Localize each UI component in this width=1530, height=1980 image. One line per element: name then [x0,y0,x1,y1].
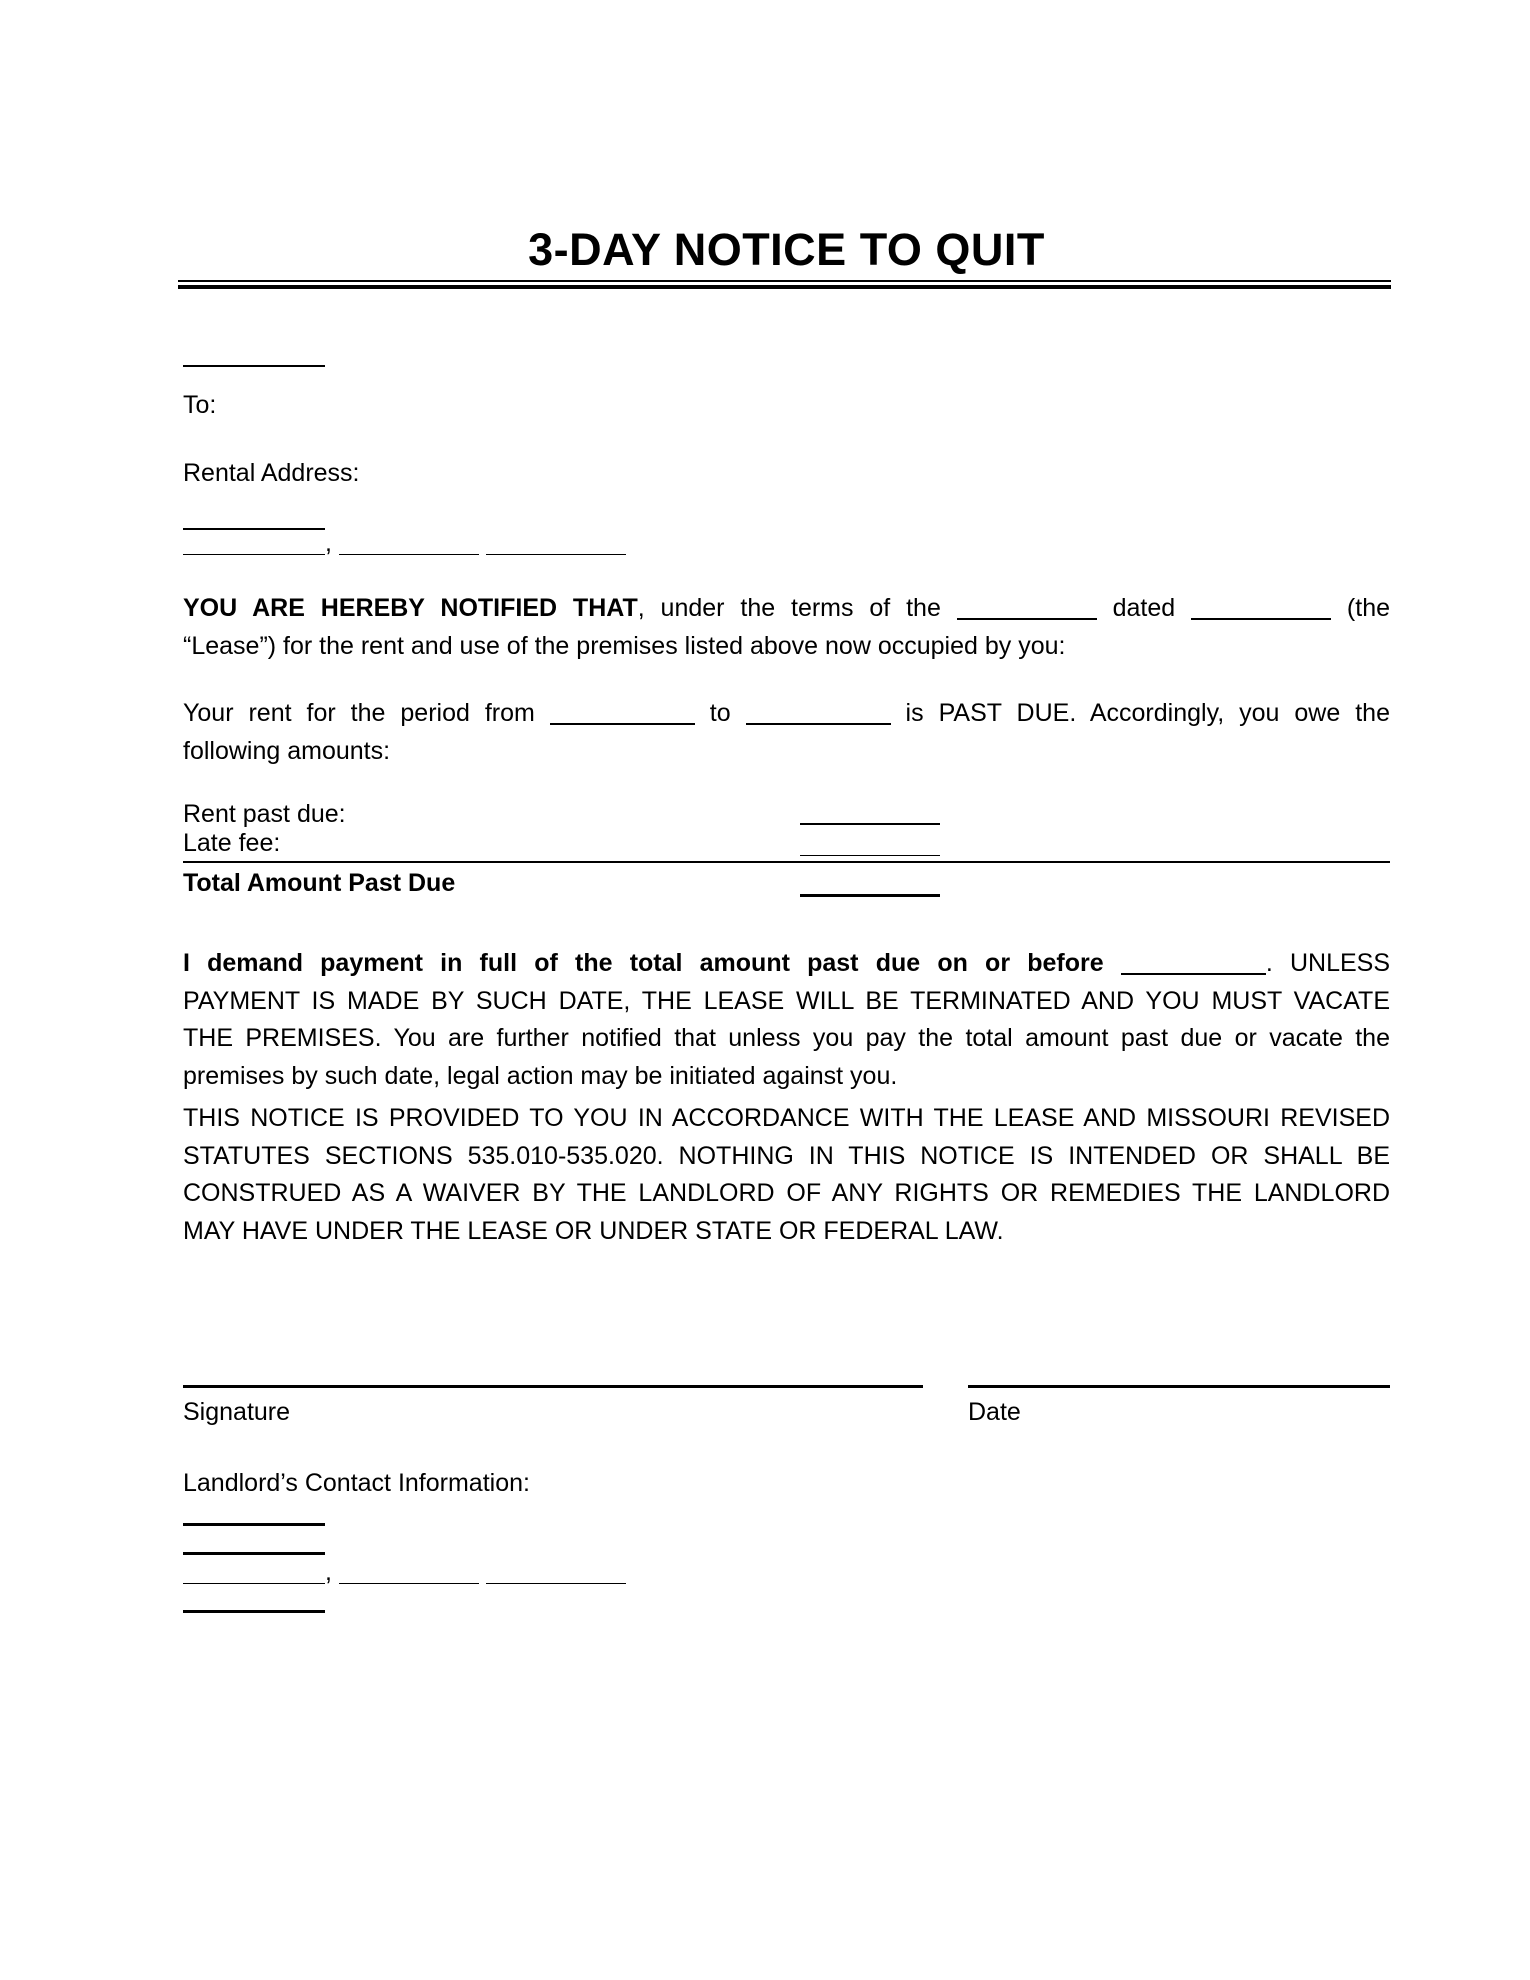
page-title: 3-DAY NOTICE TO QUIT [528,224,1045,275]
text-run: STATUTES SECTIONS 535.010-535.020. NOTHING IN THIS NOTICE IS INTENDED OR SHALL BE [183,1141,1390,1170]
text-line [183,590,1390,628]
text-run: premises by such date, legal action may be initiated against you. [183,1061,898,1090]
text-run: MAY HAVE UNDER THE LEASE OR UNDER STATE OR FEDERAL LAW. [183,1216,1004,1245]
text-line [183,340,1390,370]
text-line [183,1058,1390,1096]
text-run: dated [1096,594,1192,622]
text-run: (the [1331,594,1391,622]
total-amount-blank[interactable] [800,894,940,897]
landlord-contact-label: Landlord’s Contact Information: [183,1469,530,1497]
text-line [183,733,1390,771]
text-line [183,945,1390,983]
total-amount-row [183,861,1390,903]
amounts-table [183,800,1390,903]
signature-label: Signature [183,1398,291,1426]
fill-in-blank[interactable] [746,709,891,725]
date-label: Date [968,1398,1021,1426]
text-line [183,1213,1390,1251]
text-line [183,1529,1390,1558]
fill-in-blank[interactable] [957,604,1097,620]
text-run: , [325,529,339,557]
text-run: PAYMENT IS MADE BY SUCH DATE, THE LEASE WILL BE TERMINATED AND YOU MUST VACATE [183,986,1390,1015]
text-line [183,1100,1390,1138]
statute-paragraph [183,1100,1390,1250]
text-line [183,528,1390,558]
text-run: “Lease”) for the rent and use of the premises listed above now occupied by you: [183,631,1066,660]
fill-in-blank[interactable] [183,1569,325,1584]
text-run: to [694,699,746,727]
fill-in-blank[interactable] [183,351,325,367]
text-run: is PAST DUE. Accordingly, you owe the [890,699,1390,727]
fill-in-blank[interactable] [1121,959,1266,975]
rent-past-due-amount-blank[interactable] [800,823,940,825]
text-line [183,1558,1390,1587]
fill-in-blank[interactable] [183,1509,325,1526]
text-run: , under the terms of the [637,594,957,622]
text-line [183,695,1390,733]
late-fee-label: Late fee: [183,829,281,857]
fill-in-blank[interactable] [183,1596,325,1613]
text-line [183,1500,1390,1529]
fill-in-blank[interactable] [550,709,695,725]
fill-in-blank[interactable] [486,1569,626,1584]
demand-paragraph [183,945,1390,1095]
rent-past-due-row [183,800,1390,829]
signature-field[interactable] [183,1385,923,1427]
text-run [479,1558,486,1586]
text-run: YOU ARE HEREBY NOTIFIED THAT [183,594,638,622]
text-run [479,529,486,557]
text-run: , [325,1558,339,1586]
fill-in-blank[interactable] [339,1569,479,1584]
notified-paragraph [183,590,1390,665]
fill-in-blank[interactable] [339,540,479,555]
text-line [183,1020,1390,1058]
text-run: . UNLESS [1265,949,1390,977]
rent-period-paragraph [183,695,1390,770]
text-line [183,1175,1390,1213]
text-run: CONSTRUED AS A WAIVER BY THE LANDLORD OF ANY RIGHTS OR REMEDIES THE LANDLORD [183,1179,1390,1207]
text-run: following amounts: [183,736,391,765]
text-run: THIS NOTICE IS PROVIDED TO YOU IN ACCORDANCE WITH THE LEASE AND MISSOURI REVISED [183,1104,1390,1132]
fill-in-blank[interactable] [183,540,325,555]
fill-in-blank[interactable] [486,540,626,555]
signature-section [183,1385,1390,1427]
recipient-name-blank-line [183,340,1390,370]
rental-address-label: Rental Address: [183,459,360,487]
fill-in-blank[interactable] [183,1538,325,1555]
text-line [183,983,1390,1021]
total-amount-label: Total Amount Past Due [183,869,456,897]
text-run: THE PREMISES. You are further notified that unless you pay the total amount past due or vacate the [183,1024,1390,1052]
to-label: To: [183,391,217,419]
text-line [183,1587,1390,1616]
landlord-contact-lines [183,1500,1390,1616]
fill-in-blank[interactable] [1191,604,1331,620]
rental-city-state-zip-line [183,528,1390,558]
title-divider-rule [178,280,1391,289]
rent-past-due-label: Rent past due: [183,800,346,828]
text-run: I demand payment in full of the total amount past due on or before [183,949,1121,977]
text-run: Your rent for the period from [183,699,550,727]
date-field[interactable] [968,1385,1390,1427]
text-line [183,628,1390,666]
late-fee-row [183,829,1390,858]
late-fee-amount-blank[interactable] [800,855,940,856]
text-line [183,1138,1390,1176]
